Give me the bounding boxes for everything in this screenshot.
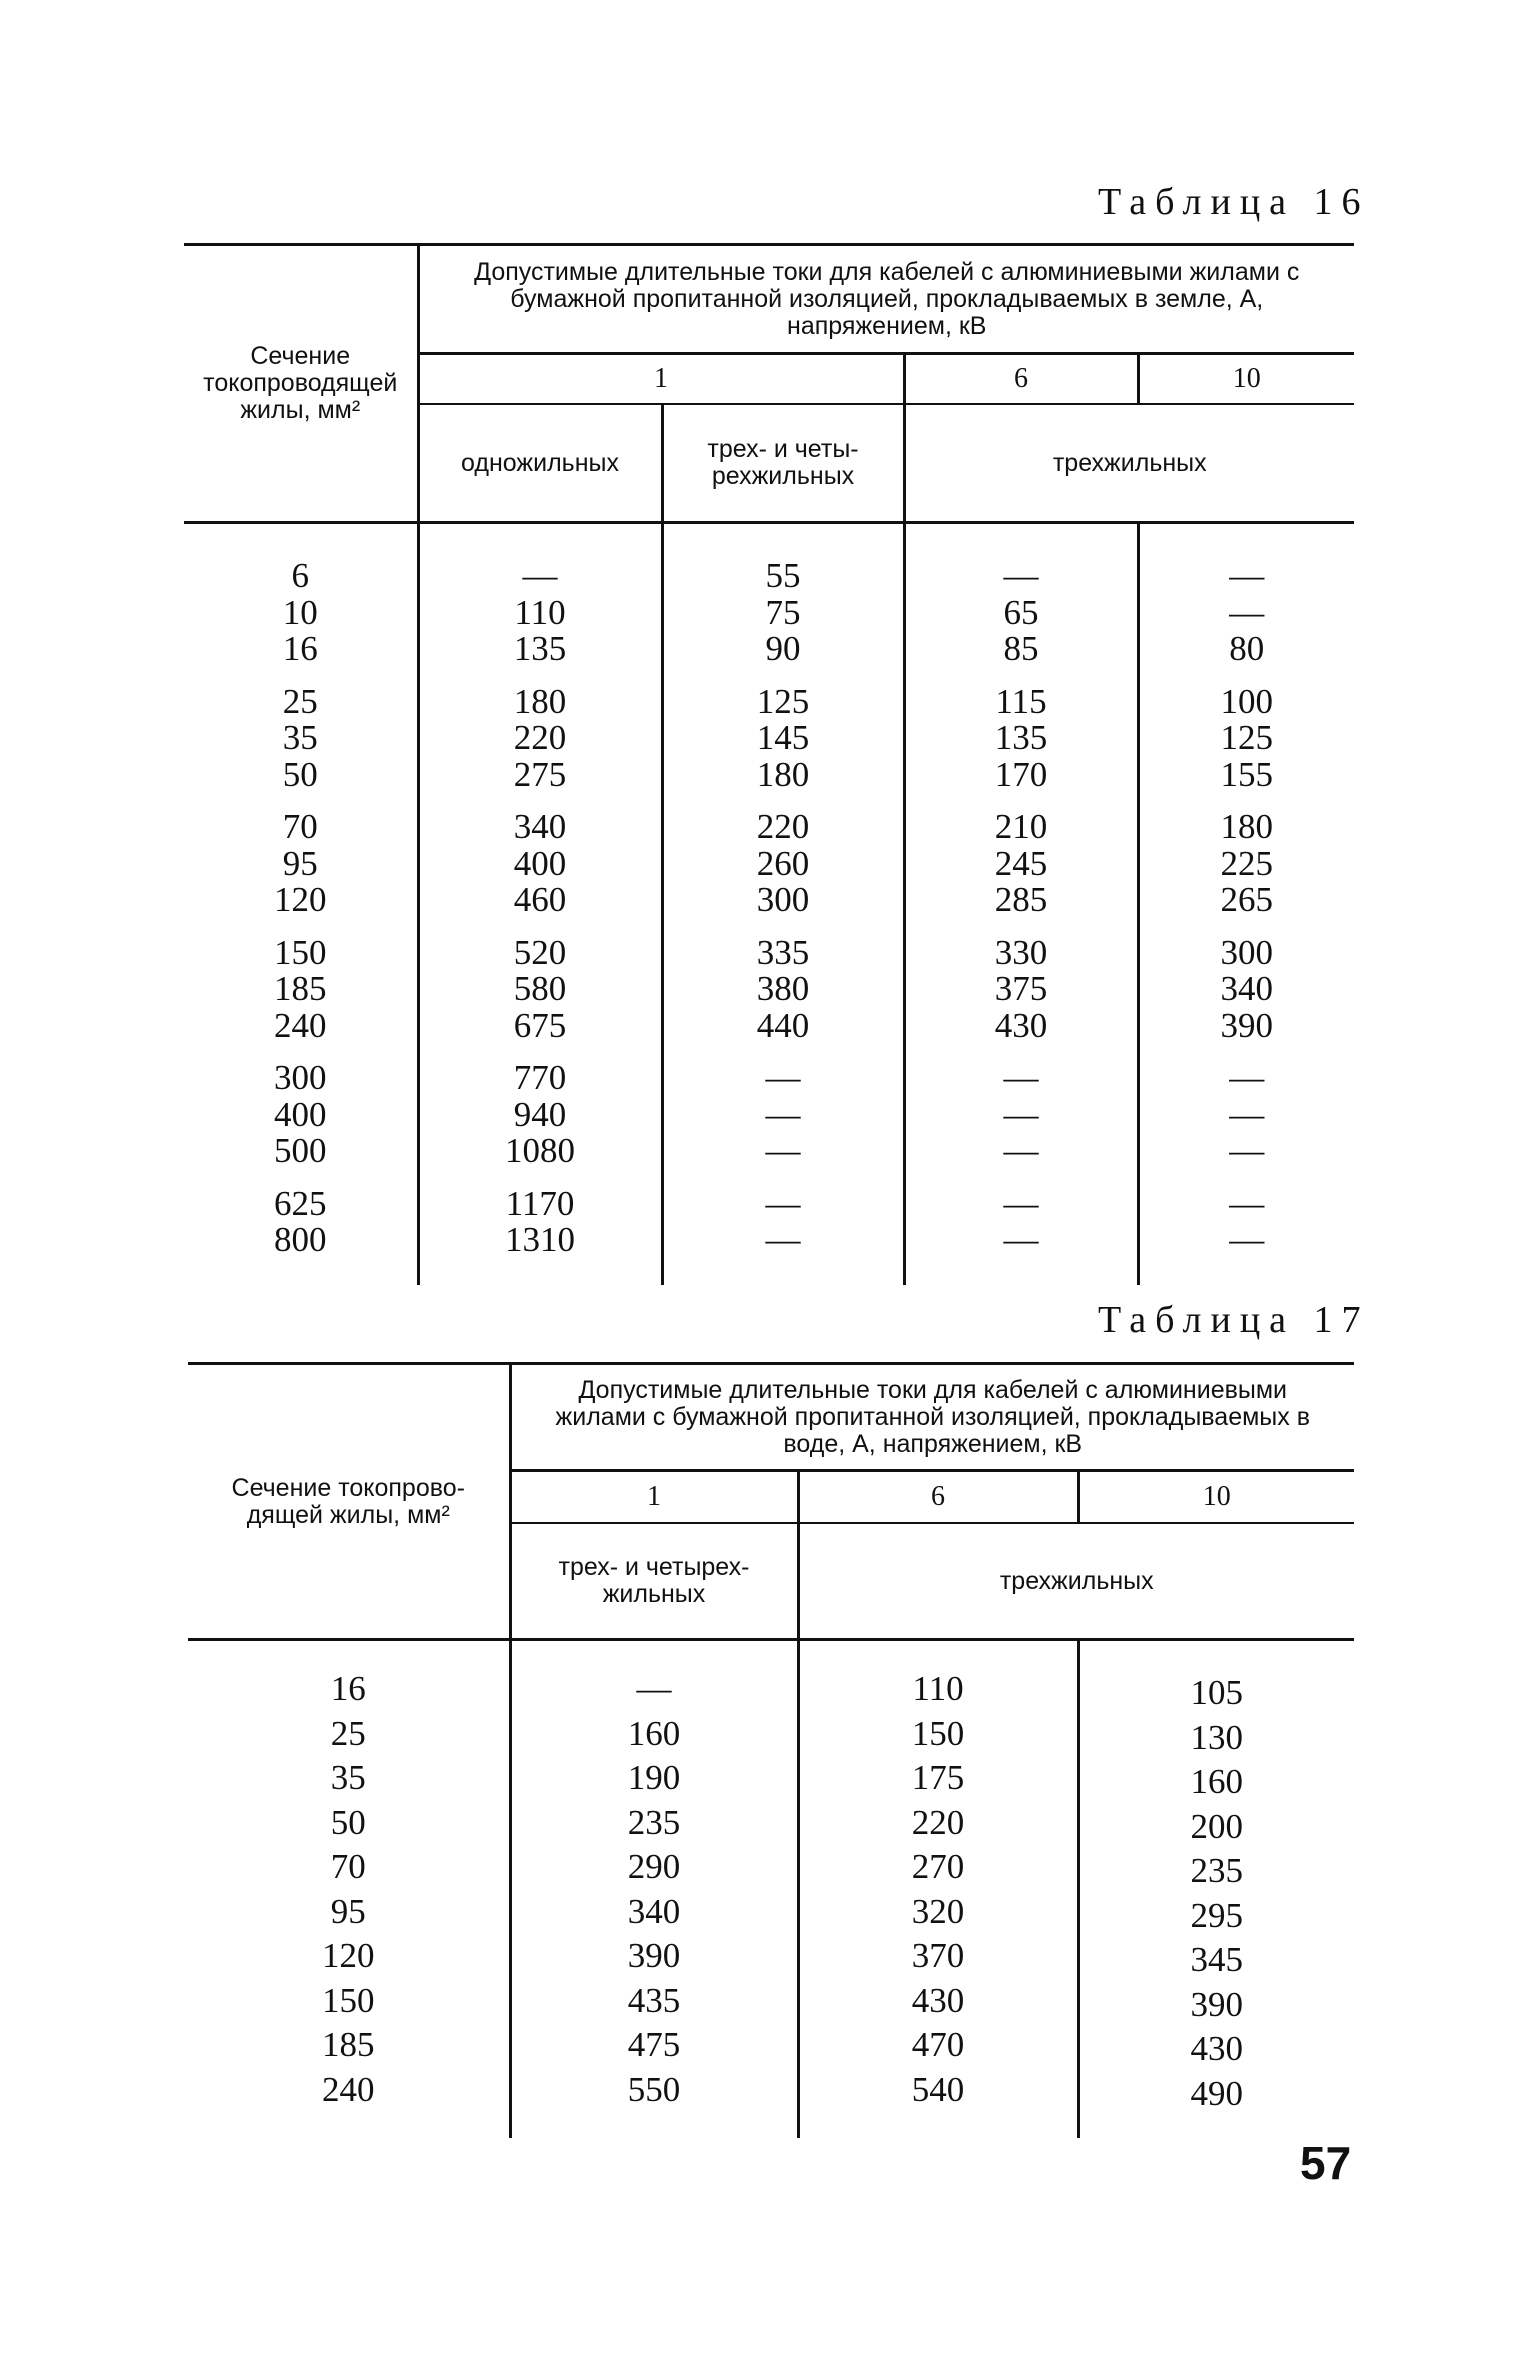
t16-cell: — xyxy=(1003,1183,1039,1223)
t16-cell: 6 xyxy=(291,556,309,595)
t16-col-6kv xyxy=(904,523,1138,1285)
t17-cell: 175 xyxy=(911,1758,965,1797)
t16-cell: — xyxy=(1229,592,1265,632)
t17-cell: 25 xyxy=(330,1713,366,1753)
t16-col-section xyxy=(184,523,418,1285)
t16-cell: 1080 xyxy=(505,1131,575,1170)
t16-col-section-header: Сечение токопроводящей жилы, мм² xyxy=(184,245,418,523)
t16-cell: 135 xyxy=(994,718,1048,757)
t16-cell: 275 xyxy=(513,754,567,794)
t16-voltage-10: 10 xyxy=(1138,354,1354,405)
t16-cell: 300 xyxy=(756,880,810,919)
t16-cell: 75 xyxy=(765,592,801,632)
t17-voltage-10: 10 xyxy=(1078,1471,1354,1524)
table17 xyxy=(188,1362,1354,2138)
t16-cell: 400 xyxy=(274,1094,327,1134)
t16-sub-single: одножильных xyxy=(418,404,662,523)
t16-cell: 100 xyxy=(1220,681,1273,721)
t16-cell: — xyxy=(1229,1183,1265,1223)
t16-sub-three-four: трех- и четырехжильных xyxy=(662,404,904,523)
t17-cell: 160 xyxy=(1190,1762,1243,1801)
t16-cell: — xyxy=(522,556,558,595)
t16-cell: — xyxy=(1229,1220,1265,1259)
t16-cell: 185 xyxy=(274,969,327,1008)
t17-cell: 320 xyxy=(911,1891,965,1931)
t16-sub-three: трехжильных xyxy=(904,404,1354,523)
t17-cell: 475 xyxy=(627,2025,681,2064)
t16-col-three-four xyxy=(662,523,904,1285)
t17-cell: 340 xyxy=(627,1891,681,1931)
t16-cell: 70 xyxy=(282,807,318,846)
t16-cell: 135 xyxy=(513,629,567,668)
t17-cell: 235 xyxy=(627,1802,681,1842)
t17-cell: 150 xyxy=(911,1713,965,1753)
t17-voltage-6: 6 xyxy=(798,1471,1078,1524)
t17-cell: 185 xyxy=(322,2025,375,2064)
t17-cell: 110 xyxy=(912,1669,964,1708)
table17-caption: Таблица 17 xyxy=(1098,1299,1370,1341)
t17-cell: 270 xyxy=(911,1847,965,1886)
t16-cell: — xyxy=(1003,1220,1039,1259)
t16-cell: 180 xyxy=(756,754,810,794)
t17-cell: 540 xyxy=(911,2069,965,2109)
t16-cell: 125 xyxy=(1220,718,1273,757)
t17-cell: 160 xyxy=(627,1713,681,1753)
t17-col-section-header: Сечение токопроводящей жилы, мм² xyxy=(188,1364,510,1640)
t16-cell: 330 xyxy=(994,932,1048,972)
t16-cell: — xyxy=(1003,1058,1039,1097)
t17-cell: 105 xyxy=(1190,1673,1243,1712)
t16-cell: 300 xyxy=(1220,932,1273,972)
t16-cell: 180 xyxy=(1220,807,1273,846)
t16-cell: 150 xyxy=(274,932,327,972)
t17-cell: 435 xyxy=(627,1980,681,2020)
t16-cell: 340 xyxy=(513,807,567,846)
t17-cell: 120 xyxy=(322,1936,375,1975)
t16-cell: 265 xyxy=(1220,880,1273,919)
t16-cell: 225 xyxy=(1220,843,1273,883)
t16-cell: 580 xyxy=(513,969,567,1008)
t17-cell: 550 xyxy=(627,2069,681,2109)
t17-cell: 70 xyxy=(330,1847,366,1886)
t16-col-single xyxy=(418,523,662,1285)
t16-cell: 430 xyxy=(994,1005,1048,1045)
t16-cell: 675 xyxy=(513,1005,567,1045)
t16-cell: 440 xyxy=(756,1005,810,1045)
t16-cell: 50 xyxy=(282,754,318,794)
t16-cell: 65 xyxy=(1003,592,1039,632)
t17-sub-three-four: трех- и четырехжильных xyxy=(510,1523,798,1640)
table16-caption: Таблица 16 xyxy=(1098,181,1370,223)
t17-cell: 200 xyxy=(1190,1806,1243,1846)
t16-cell: 16 xyxy=(282,629,318,668)
page-number: 57 xyxy=(1300,2137,1352,2189)
t16-cell: 625 xyxy=(274,1183,327,1223)
t16-cell: 110 xyxy=(514,592,566,632)
t16-cell: 125 xyxy=(756,681,810,721)
t17-cell: 220 xyxy=(911,1802,965,1842)
t17-cell: 390 xyxy=(1190,1984,1243,2024)
t16-cell: 115 xyxy=(995,681,1047,721)
t17-col-6kv xyxy=(798,1640,1078,2139)
t17-group-header: Допустимые длительные токи для кабелей с алюминиевыми жилами с бумажной пропитанной изоляцией, прокладываемых в воде, А, напряжением, кВ xyxy=(510,1364,1354,1471)
t17-cell: 190 xyxy=(627,1758,681,1797)
t16-cell: — xyxy=(1229,1094,1265,1134)
t16-cell: — xyxy=(1003,1094,1039,1134)
t16-cell: 375 xyxy=(994,969,1048,1008)
t16-cell: — xyxy=(765,1058,801,1097)
t17-cell: — xyxy=(636,1669,672,1708)
t16-cell: 245 xyxy=(994,843,1048,883)
t17-cell: 130 xyxy=(1190,1717,1243,1757)
t16-cell: — xyxy=(1229,1131,1265,1170)
t16-voltage-1: 1 xyxy=(418,354,904,405)
t16-cell: 335 xyxy=(756,932,810,972)
t16-cell: 10 xyxy=(282,592,318,632)
t16-cell: 380 xyxy=(756,969,810,1008)
t17-cell: 370 xyxy=(911,1936,965,1975)
t16-cell: 170 xyxy=(994,754,1048,794)
t16-cell: 770 xyxy=(513,1058,567,1097)
t17-voltage-1: 1 xyxy=(510,1471,798,1524)
t16-cell: — xyxy=(765,1131,801,1170)
t16-cell: 25 xyxy=(282,681,318,721)
t16-cell: 390 xyxy=(1220,1005,1273,1045)
t16-cell: 85 xyxy=(1003,629,1039,668)
t16-group-header: Допустимые длительные токи для кабелей с алюминиевыми жилами с бумажной пропитанной изоляцией, прокладываемых в земле, А, напряжением, кВ xyxy=(418,245,1354,354)
t16-cell: — xyxy=(1229,1058,1265,1097)
t16-cell: — xyxy=(765,1220,801,1259)
t17-cell: 390 xyxy=(627,1936,681,1975)
t16-cell: 240 xyxy=(274,1005,327,1045)
t17-cell: 16 xyxy=(330,1669,366,1708)
t16-cell: 80 xyxy=(1229,629,1265,668)
t16-cell: 940 xyxy=(513,1094,567,1134)
t16-cell: 500 xyxy=(274,1131,327,1170)
t16-cell: 90 xyxy=(765,629,801,668)
t16-cell: 300 xyxy=(274,1058,327,1097)
t16-cell: 800 xyxy=(274,1220,327,1259)
t17-cell: 240 xyxy=(322,2069,375,2109)
t16-cell: — xyxy=(765,1183,801,1223)
t16-cell: 220 xyxy=(513,718,567,757)
t16-cell: — xyxy=(1003,556,1039,595)
t16-cell: 340 xyxy=(1220,969,1273,1008)
t16-cell: 155 xyxy=(1220,754,1273,794)
t16-cell: — xyxy=(1003,1131,1039,1170)
t16-cell: — xyxy=(765,1094,801,1134)
t17-cell: 430 xyxy=(1190,2029,1243,2068)
t16-col-10kv xyxy=(1138,523,1354,1285)
t16-cell: 220 xyxy=(756,807,810,846)
t16-voltage-6: 6 xyxy=(904,354,1138,405)
t16-cell: 260 xyxy=(756,843,810,883)
t16-cell: 285 xyxy=(994,880,1048,919)
t16-cell: 210 xyxy=(994,807,1048,846)
t17-cell: 50 xyxy=(330,1802,366,1842)
t16-cell: 35 xyxy=(282,718,318,757)
t17-cell: 35 xyxy=(330,1758,366,1797)
t16-cell: 95 xyxy=(282,843,318,883)
t17-col-1kv xyxy=(510,1640,798,2139)
t17-cell: 470 xyxy=(911,2025,965,2064)
t16-cell: 120 xyxy=(274,880,327,919)
t16-cell: 460 xyxy=(513,880,567,919)
t17-cell: 345 xyxy=(1190,1940,1243,1979)
t16-cell: 520 xyxy=(513,932,567,972)
t17-cell: 490 xyxy=(1190,2073,1243,2113)
t17-cell: 290 xyxy=(627,1847,681,1886)
t17-cell: 95 xyxy=(330,1891,366,1931)
t17-cell: 295 xyxy=(1190,1895,1243,1935)
t17-sub-three: трехжильных xyxy=(798,1523,1354,1640)
t16-cell: 180 xyxy=(513,681,567,721)
t17-col-section xyxy=(188,1640,510,2139)
t16-cell: — xyxy=(1229,556,1265,595)
t16-cell: 400 xyxy=(513,843,567,883)
t17-cell: 430 xyxy=(911,1980,965,2020)
t16-cell: 55 xyxy=(765,556,801,595)
t17-cell: 235 xyxy=(1190,1851,1243,1890)
t16-cell: 1310 xyxy=(505,1220,575,1259)
t17-cell: 150 xyxy=(322,1980,375,2020)
table16 xyxy=(184,243,1354,1285)
t17-col-10kv xyxy=(1078,1640,1354,2139)
t16-cell: 1170 xyxy=(505,1183,575,1223)
t16-cell: 145 xyxy=(756,718,810,757)
